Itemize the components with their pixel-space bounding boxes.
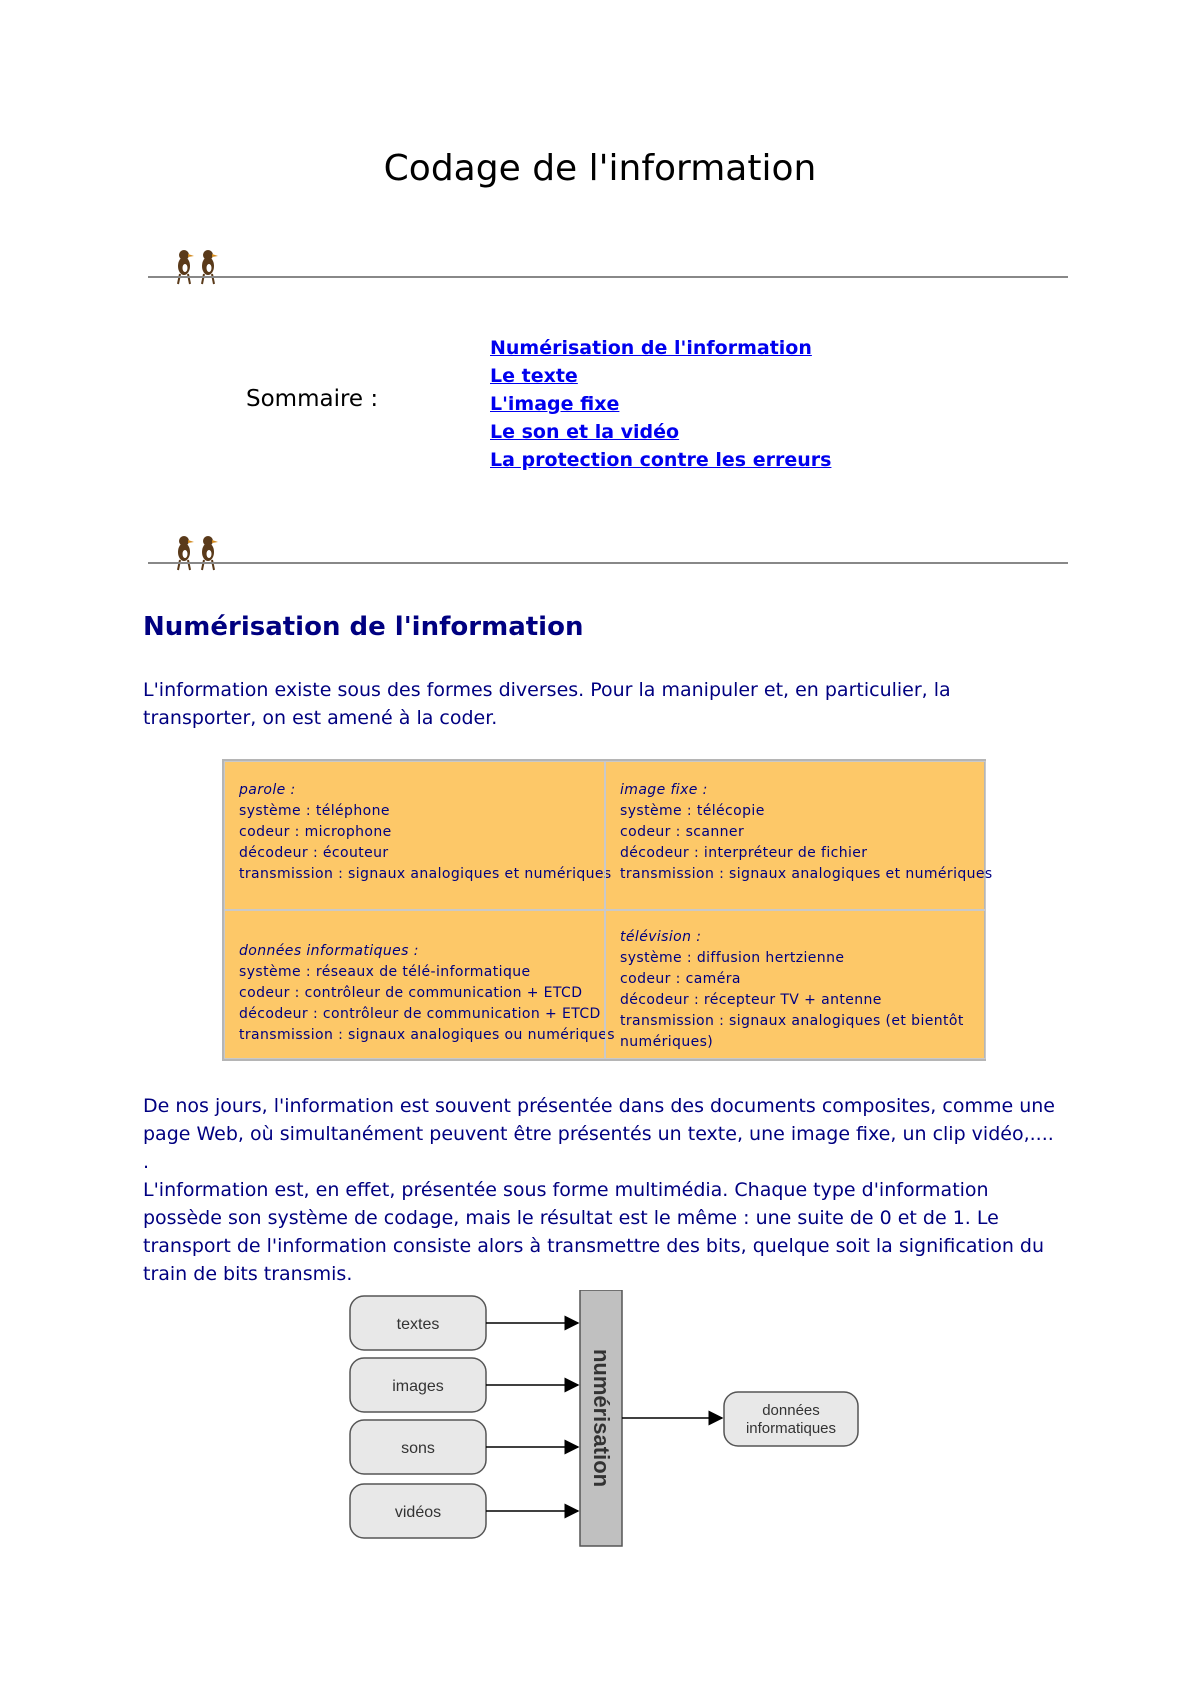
output-box-donnees: [724, 1392, 858, 1446]
cell-line: numériques): [620, 1034, 714, 1050]
cell-line: système : télécopie: [620, 803, 765, 819]
input-label: vidéos: [394, 1504, 442, 1521]
cell-line: décodeur : récepteur TV + antenne: [620, 992, 882, 1008]
toc-link-son-video[interactable]: Le son et la vidéo: [490, 421, 680, 443]
input-box-sons: [350, 1420, 486, 1474]
cell-line: codeur : contrôleur de communication + ETCD: [239, 985, 583, 1001]
separator-line: [148, 276, 1068, 278]
birds-icon: [172, 534, 224, 574]
separator-line: [148, 562, 1068, 564]
body-line: De nos jours, l'information est souvent présentée dans des documents composites, comme une: [143, 1095, 1055, 1117]
table-cell-donnees: [224, 910, 615, 1059]
input-label: images: [392, 1378, 444, 1395]
body-line: possède son système de codage, mais le résultat est le même : une suite de 0 et de 1. Le: [143, 1207, 999, 1229]
toc-link-numerisation[interactable]: Numérisation de l'information: [490, 337, 812, 359]
page-title: Codage de l'information: [383, 148, 817, 189]
numerisation-diagram: [330, 1290, 870, 1556]
table-cell-image-fixe: [605, 761, 993, 910]
media-table: [222, 759, 993, 1061]
section-heading: Numérisation de l'information: [143, 612, 584, 642]
body-line: L'information est, en effet, présentée sous forme multimédia. Chaque type d'information: [143, 1179, 989, 1201]
sommaire-list: [490, 334, 831, 474]
birds-icon: [172, 248, 224, 288]
cell-title: télévision :: [620, 929, 702, 945]
cell-line: décodeur : écouteur: [239, 845, 389, 861]
cell-line: transmission : signaux analogiques et numériques: [239, 866, 612, 882]
table-cell-television: [605, 910, 986, 1059]
intro-line: transporter, on est amené à la coder.: [143, 707, 498, 729]
cell-title: parole :: [239, 782, 296, 798]
process-box-numerisation: [580, 1290, 622, 1546]
cell-line: transmission : signaux analogiques (et bientôt: [620, 1013, 964, 1029]
cell-title: image fixe :: [620, 782, 708, 798]
toc-link-protection-erreurs[interactable]: La protection contre les erreurs: [490, 449, 832, 471]
cell-line: transmission : signaux analogiques ou numériques: [239, 1027, 615, 1043]
body-line: page Web, où simultanément peuvent être présentés un texte, une image fixe, un clip vidéo,.... .: [143, 1123, 1054, 1173]
input-box-textes: [350, 1296, 486, 1350]
cell-title: données informatiques :: [239, 943, 419, 959]
toc-link-image-fixe[interactable]: L'image fixe: [490, 393, 620, 415]
body-line: train de bits transmis.: [143, 1263, 353, 1285]
body-paragraph: [143, 1092, 1063, 1288]
intro-line: L'information existe sous des formes diverses. Pour la manipuler et, en particulier, la: [143, 679, 951, 701]
output-label: données: [762, 1402, 820, 1419]
output-label: informatiques: [745, 1420, 837, 1437]
cell-line: transmission : signaux analogiques et numériques: [620, 866, 993, 882]
sommaire-label: Sommaire :: [246, 386, 379, 412]
cell-line: système : diffusion hertzienne: [620, 950, 845, 966]
intro-paragraph: [143, 676, 1063, 732]
toc-link-texte[interactable]: Le texte: [490, 365, 578, 387]
cell-line: codeur : caméra: [620, 971, 741, 987]
input-label: sons: [401, 1440, 435, 1457]
input-label: textes: [396, 1316, 440, 1333]
cell-line: système : téléphone: [239, 803, 390, 819]
cell-line: système : réseaux de télé-informatique: [239, 964, 531, 980]
cell-line: codeur : microphone: [239, 824, 392, 840]
input-box-videos: [350, 1484, 486, 1538]
cell-line: décodeur : contrôleur de communication + ETCD: [239, 1006, 601, 1022]
cell-line: codeur : scanner: [620, 824, 745, 840]
input-box-images: [350, 1358, 486, 1412]
table-cell-parole: [224, 761, 612, 910]
cell-line: décodeur : interpréteur de fichier: [620, 845, 868, 861]
body-line: transport de l'information consiste alors à transmettre des bits, quelque soit la signification du: [143, 1235, 1044, 1257]
process-label: numérisation: [589, 1348, 614, 1488]
